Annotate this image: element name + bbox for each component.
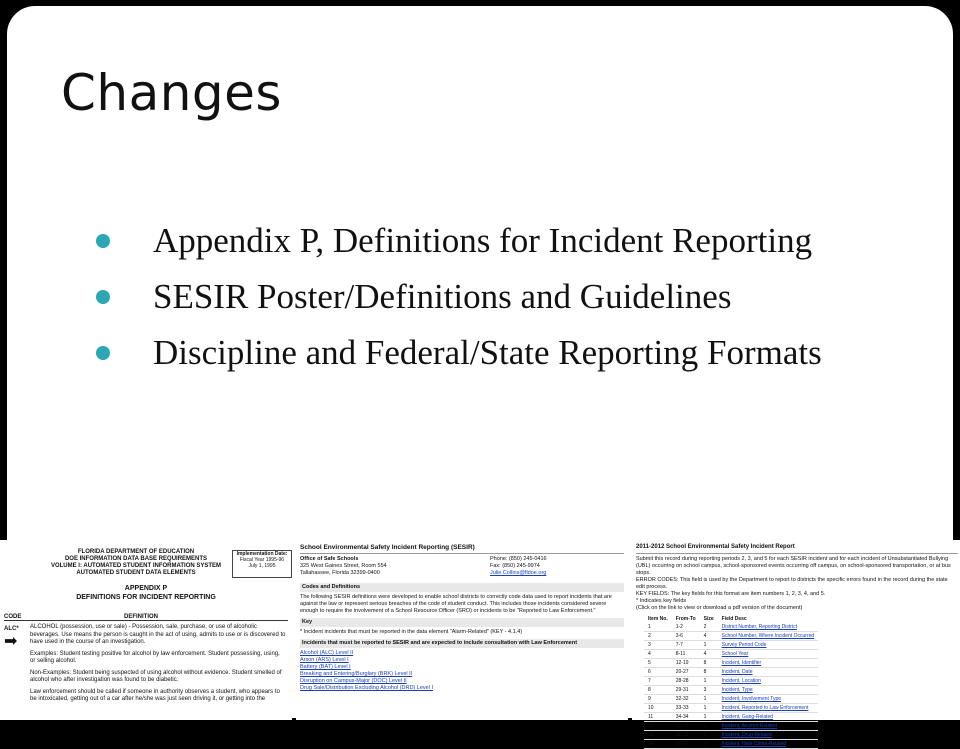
- table-cell: 1: [700, 713, 718, 722]
- table-cell: 1: [700, 731, 718, 740]
- report-format-document: [632, 540, 960, 747]
- sesir-content: [300, 544, 624, 692]
- appendix-p-document: [0, 540, 292, 720]
- table-cell: 1: [700, 695, 718, 704]
- incident-link[interactable]: Drug Sale/Distribution Excluding Alcohol (DRD) Level I: [300, 685, 433, 691]
- table-cell: 13: [644, 731, 672, 740]
- office-address: 325 West Gaines Street, Room 554: [300, 563, 387, 569]
- implementation-box: [232, 550, 292, 578]
- bullet-dot-icon: [96, 290, 110, 304]
- report-content: [636, 544, 958, 749]
- report-intro: Submit this record during reporting periods 2, 3, and 5 for each SESIR incident and for each incident of Unsubstantiated Bullying (UBL) occurring on school campus, school-sponsored events occurring off campus, on school-sponsored transportation, or at bus stops.: [636, 556, 951, 576]
- field-link-cell[interactable]: School Number, Where Incident Occurred: [718, 632, 819, 641]
- field-link-cell[interactable]: School Year: [718, 650, 819, 659]
- definition-non-examples: Non-Examples: Student being suspected of using alcohol without evidence. Student smelled of alcohol who after investigation was found to be diabetic.: [30, 669, 282, 683]
- table-cell: 8: [700, 668, 718, 677]
- report-click-note: (Click on the link to view or download a pdf version of the document): [636, 605, 803, 611]
- table-row: [644, 677, 818, 686]
- appendix-label: APPENDIX P: [124, 585, 168, 592]
- table-cell: 9: [644, 695, 672, 704]
- definition-law: Law enforcement should be called if someone in authority observes a student, who appears to be intoxicated, getting out of a car after he/she was just seen driving it, or getting into the: [30, 688, 280, 702]
- bullet-dot-icon: [96, 346, 110, 360]
- field-link-cell[interactable]: Incident, Hate Crime-Related: [718, 740, 819, 749]
- table-cell: 20-27: [672, 668, 700, 677]
- report-note: * Indicates key fields: [636, 598, 687, 604]
- bullet-text: SESIR Poster/Definitions and Guidelines: [153, 277, 732, 316]
- table-cell: 34-34: [672, 713, 700, 722]
- bullet-dot-icon: [96, 234, 110, 248]
- table-row: [644, 722, 818, 731]
- table-cell: 8-11: [672, 650, 700, 659]
- table-cell: 3: [644, 641, 672, 650]
- divider: [636, 553, 958, 554]
- incident-link[interactable]: Battery (BAT) Level I: [300, 664, 351, 670]
- table-cell: 8: [644, 686, 672, 695]
- table-row: [644, 641, 818, 650]
- office-name: Office of Safe Schools: [300, 556, 359, 562]
- definition-alcohol: ALCOHOL (possession, use or sale) - Possession, sale, purchase, or use of alcoholic beverages. Use means the person is caught in the act of using, admits to use or is discovered to have used in the course of an investigation.: [30, 624, 286, 645]
- report-error-codes: ERROR CODES: This field is used by the Department to report to districts the specific errors found in the record during the state edit process.: [636, 577, 948, 590]
- field-link-cell[interactable]: Incident, Involvement Type: [718, 695, 819, 704]
- table-cell: 36-36: [672, 731, 700, 740]
- bullet-text: Appendix P, Definitions for Incident Reporting: [153, 221, 813, 260]
- table-row: [644, 668, 818, 677]
- impl-year: Fiscal Year 1995-96: [239, 557, 285, 563]
- header-line: DOE INFORMATION DATA BASE REQUIREMENTS: [64, 556, 208, 562]
- table-cell: 1: [644, 623, 672, 632]
- th-field: Field Desc: [721, 616, 747, 622]
- table-cell: 3: [700, 686, 718, 695]
- incident-link[interactable]: Disruption on Campus-Major (DOC) Level II: [300, 678, 407, 684]
- table-row: [644, 740, 818, 749]
- field-link-cell[interactable]: Incident, Drug-Related: [718, 731, 819, 740]
- header-line: FLORIDA DEPARTMENT OF EDUCATION: [77, 549, 195, 555]
- impl-label: Implementation Date:: [236, 551, 288, 557]
- th-from-to: From-To: [675, 616, 696, 622]
- table-row: [644, 695, 818, 704]
- definition-examples: Examples: Student testing positive for alcohol by law enforcement. Student possessing, using, or selling alcohol.: [30, 650, 280, 664]
- table-cell: 2: [644, 632, 672, 641]
- divider: [300, 553, 624, 554]
- bullet-list: [93, 218, 853, 386]
- table-row: [644, 731, 818, 740]
- section-heading: Key: [300, 618, 624, 627]
- table-cell: 4: [644, 650, 672, 659]
- field-link-cell[interactable]: Incident, Gang-Related: [718, 713, 819, 722]
- table-row: [644, 632, 818, 641]
- table-body: [644, 623, 818, 749]
- table-row: [644, 623, 818, 632]
- appendix-title: DEFINITIONS FOR INCIDENT REPORTING: [76, 594, 216, 601]
- table-cell: 12-19: [672, 659, 700, 668]
- table-cell: 12: [644, 722, 672, 731]
- header-line: VOLUME I: AUTOMATED STUDENT INFORMATION SYSTEM: [50, 563, 222, 569]
- field-table: [644, 615, 818, 749]
- table-cell: 1: [700, 722, 718, 731]
- th-size: Size: [703, 616, 714, 622]
- table-cell: 4: [700, 650, 718, 659]
- sesir-document: [296, 540, 628, 720]
- table-cell: 32-32: [672, 695, 700, 704]
- table-header-row: [644, 615, 818, 623]
- slide-title: Changes: [61, 64, 282, 122]
- th-item: Item No.: [648, 616, 668, 622]
- table-cell: 33-33: [672, 704, 700, 713]
- definition-body: [30, 624, 286, 708]
- table-row: [644, 713, 818, 722]
- sesir-title: School Environmental Safety Incident Reporting (SESIR): [300, 544, 475, 551]
- codes-text: The following SESIR definitions were developed to enable school districts to correctly code data used to report incidents that are against the law or represent serious breaches of the code of student conduct. This includes those incidents considered severe enough to require the involvement of a School Resource Officer (SRO) or incidents to be "Reported to Law Enforcement.": [300, 594, 612, 614]
- table-cell: 1: [700, 740, 718, 749]
- table-cell: 10: [644, 704, 672, 713]
- report-title: 2011-2012 School Environmental Safety Incident Report: [636, 544, 795, 550]
- table-cell: 29-31: [672, 686, 700, 695]
- field-link-cell[interactable]: Incident, Type: [718, 686, 819, 695]
- field-link-cell[interactable]: Incident, Location: [718, 677, 819, 686]
- appendix-heading: [0, 584, 292, 602]
- table-cell: 7-7: [672, 641, 700, 650]
- table-cell: 28-28: [672, 677, 700, 686]
- header-line: AUTOMATED STUDENT DATA ELEMENTS: [76, 570, 196, 576]
- col-code: CODE: [4, 614, 22, 620]
- doc-header: [46, 549, 226, 577]
- section-heading: Incidents that must be reported to SESIR and are expected to include consultation with Law Enforcement: [300, 639, 624, 648]
- field-link-cell[interactable]: District Number, Reporting District: [718, 623, 819, 632]
- col-definition: DEFINITION: [124, 614, 158, 620]
- table-cell: 1: [700, 641, 718, 650]
- incident-link[interactable]: Breaking and Entering/Burglary (BRK) Level II: [300, 671, 413, 677]
- bullet-item: [93, 330, 853, 376]
- bullet-item: [93, 274, 853, 320]
- table-row: [644, 686, 818, 695]
- field-link-cell[interactable]: Incident, Date: [718, 668, 819, 677]
- bullet-text: Discipline and Federal/State Reporting Formats: [153, 333, 822, 372]
- contact-block: [300, 556, 624, 580]
- table-cell: 6: [644, 668, 672, 677]
- table-row: [644, 704, 818, 713]
- table-cell: 14: [644, 740, 672, 749]
- field-link-cell[interactable]: Survey Period Code: [718, 641, 819, 650]
- table-cell: 1-2: [672, 623, 700, 632]
- table-cell: 8: [700, 659, 718, 668]
- column-headers: [4, 614, 288, 621]
- table-cell: 3-6: [672, 632, 700, 641]
- office-phone: Phone: (850) 245-0416: [490, 556, 547, 562]
- table-cell: 37-37: [672, 740, 700, 749]
- code-value: ALC*: [4, 626, 19, 632]
- table-cell: 1: [700, 677, 718, 686]
- impl-date: July 1, 1995: [248, 563, 276, 569]
- report-key-fields: KEY FIELDS: The key fields for this format are item numbers 1, 2, 3, 4, and 5.: [636, 591, 826, 597]
- table-row: [644, 650, 818, 659]
- table-cell: 11: [644, 713, 672, 722]
- incident-link[interactable]: Arson (ARS) Level I: [300, 657, 349, 663]
- office-fax: Fax: (850) 245-9974: [490, 563, 540, 569]
- table-cell: 35-35: [672, 722, 700, 731]
- field-link-cell[interactable]: Incident, Identifier: [718, 659, 819, 668]
- table-cell: 2: [700, 623, 718, 632]
- email-link[interactable]: Julie.Collins@fldoe.org: [490, 570, 547, 576]
- section-heading: Codes and Definitions: [300, 583, 624, 592]
- incident-link[interactable]: Alcohol (ALC) Level II: [300, 650, 354, 656]
- table-cell: 5: [644, 659, 672, 668]
- field-link-cell[interactable]: Incident, Reported to Law Enforcement: [718, 704, 819, 713]
- table-cell: 1: [700, 704, 718, 713]
- table-row: [644, 659, 818, 668]
- incident-list: [300, 650, 624, 692]
- key-text: * Incident incidents that must be reported in the data element "Alarm-Related" (KEY - 4.1.4): [300, 629, 523, 635]
- table-cell: 4: [700, 632, 718, 641]
- arrow-right-icon: ➡: [4, 633, 18, 650]
- bullet-item: [93, 218, 853, 264]
- office-city: Tallahassee, Florida 32399-0400: [300, 570, 380, 576]
- field-link-cell[interactable]: Incident, Alcohol-Related: [718, 722, 819, 731]
- table-cell: 7: [644, 677, 672, 686]
